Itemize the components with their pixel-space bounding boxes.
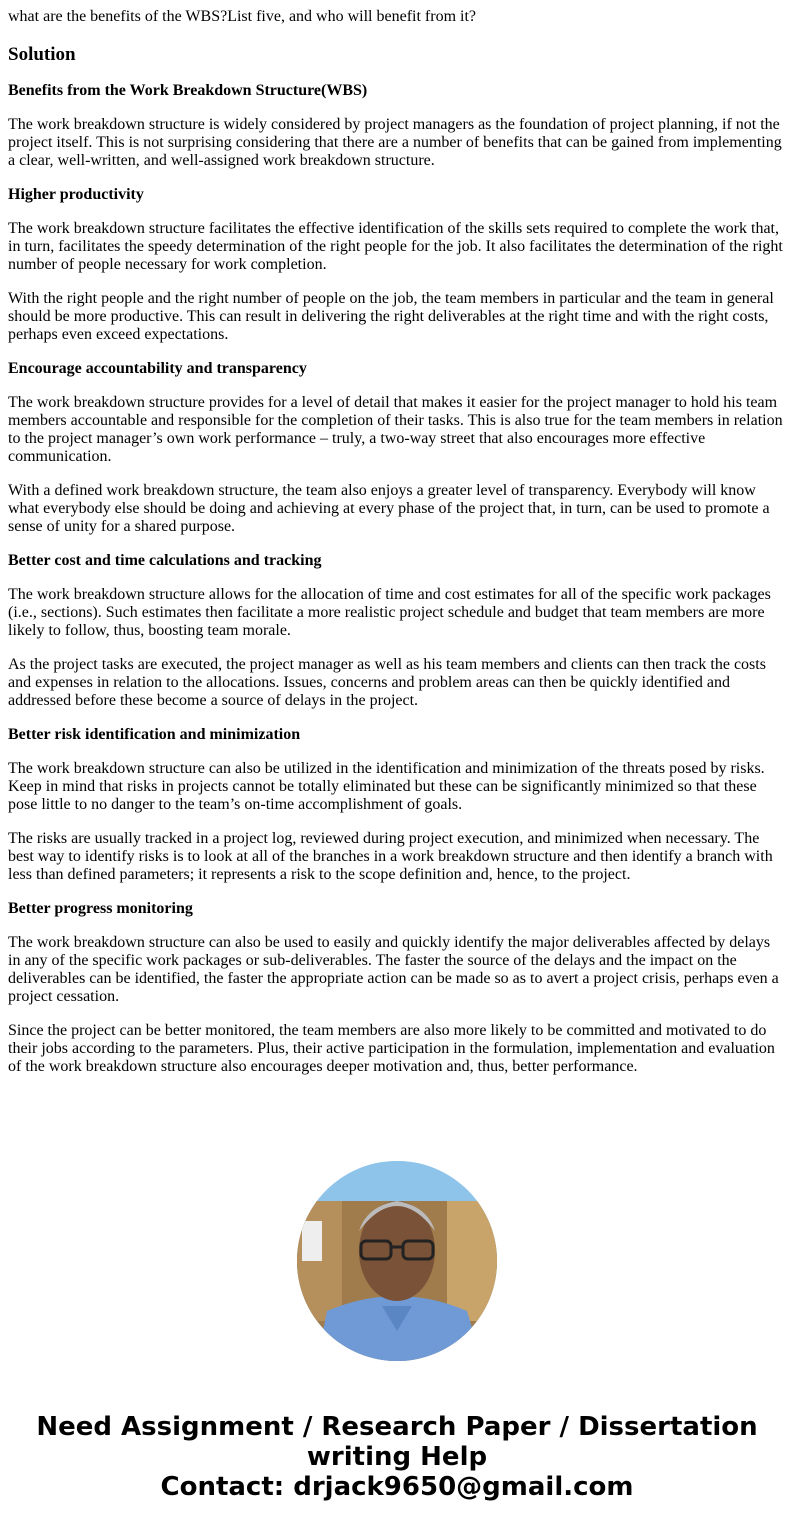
document: [0, 8, 794, 1076]
section-paragraph: The work breakdown structure facilitates the effective identification of the skills sets required to complete the work that, in turn, facilitates the speedy determination of the right people for the job. It also facilitates the determination of the right number of people necessary for work completion.: [8, 220, 783, 273]
banner-line-2: writing Help: [306, 1442, 488, 1472]
section-paragraph: With the right people and the right number of people on the job, the team members in particular and the team in general should be more productive. This can result in delivering the right deliverables at the right time and with the right costs, perhaps even exceed expectations.: [8, 290, 774, 343]
contact-banner: [0, 1412, 794, 1502]
section-paragraph: The work breakdown structure provides for a level of detail that makes it easier for the project manager to hold his team members accountable and responsible for the completion of their tasks. This is also true for the team members in relation to the project manager’s own work performance – truly, a two-way street that also encourages more effective communication.: [8, 394, 783, 465]
section-paragraph: The work breakdown structure can also be utilized in the identification and minimization of the threats posed by risks. Keep in mind that risks in projects cannot be totally eliminated but these can be significantly minimized so that these pose little to no danger to the team’s on-time accomplishment of goals.: [8, 760, 765, 813]
section-paragraph: The work breakdown structure can also be used to easily and quickly identify the major deliverables affected by delays in any of the specific work packages or sub-deliverables. The faster the source of the delays and the impact on the deliverables can be identified, the faster the appropriate action can be made so as to avert a project crisis, perhaps even a project cessation.: [8, 934, 779, 1005]
section-paragraph: The work breakdown structure is widely considered by project managers as the foundation of project planning, if not the project itself. This is not surprising considering that there are a number of benefits that can be gained from implementing a clear, well-written, and well-assigned work breakdown structure.: [8, 116, 782, 169]
section-heading: Better risk identification and minimization: [8, 726, 301, 743]
solution-body: [8, 82, 786, 1076]
question-text: what are the benefits of the WBS?List five, and who will benefit from it?: [8, 8, 477, 25]
banner-line-1: Need Assignment / Research Paper / Dissertation: [36, 1412, 758, 1442]
person-portrait-icon: [297, 1161, 497, 1361]
section-heading: Encourage accountability and transparency: [8, 360, 307, 377]
section-heading: Benefits from the Work Breakdown Structure(WBS): [8, 82, 368, 99]
section-paragraph: The risks are usually tracked in a project log, reviewed during project execution, and minimized when necessary. The best way to identify risks is to look at all of the branches in a work breakdown structure and then identify a branch with less than defined parameters; it represents a risk to the scope definition and, hence, to the project.: [8, 830, 773, 883]
section-paragraph: With a defined work breakdown structure, the team also enjoys a greater level of transparency. Everybody will know what everybody else should be doing and achieving at every phase of the project that, in turn, can be used to promote a sense of unity for a shared purpose.: [8, 482, 770, 535]
section-heading: Better progress monitoring: [8, 900, 193, 917]
author-photo: [297, 1161, 497, 1361]
section-heading: Better cost and time calculations and tracking: [8, 552, 322, 569]
section-paragraph: The work breakdown structure allows for the allocation of time and cost estimates for all of the specific work packages (i.e., sections). Such estimates then facilitate a more realistic project schedule and budget that team members are more likely to follow, thus, boosting team morale.: [8, 586, 771, 639]
section-paragraph: As the project tasks are executed, the project manager as well as his team members and clients can then track the costs and expenses in relation to the allocations. Issues, concerns and problem areas can then be quickly identified and addressed before these become a source of delays in the project.: [8, 656, 766, 709]
banner-contact: Contact: drjack9650@gmail.com: [160, 1472, 634, 1502]
solution-heading: Solution: [8, 44, 76, 65]
section-heading: Higher productivity: [8, 186, 144, 203]
section-paragraph: Since the project can be better monitored, the team members are also more likely to be committed and motivated to do their jobs according to the parameters. Plus, their active participation in the formulation, implementation and evaluation of the work breakdown structure also encourages deeper motivation and, thus, better performance.: [8, 1022, 775, 1075]
